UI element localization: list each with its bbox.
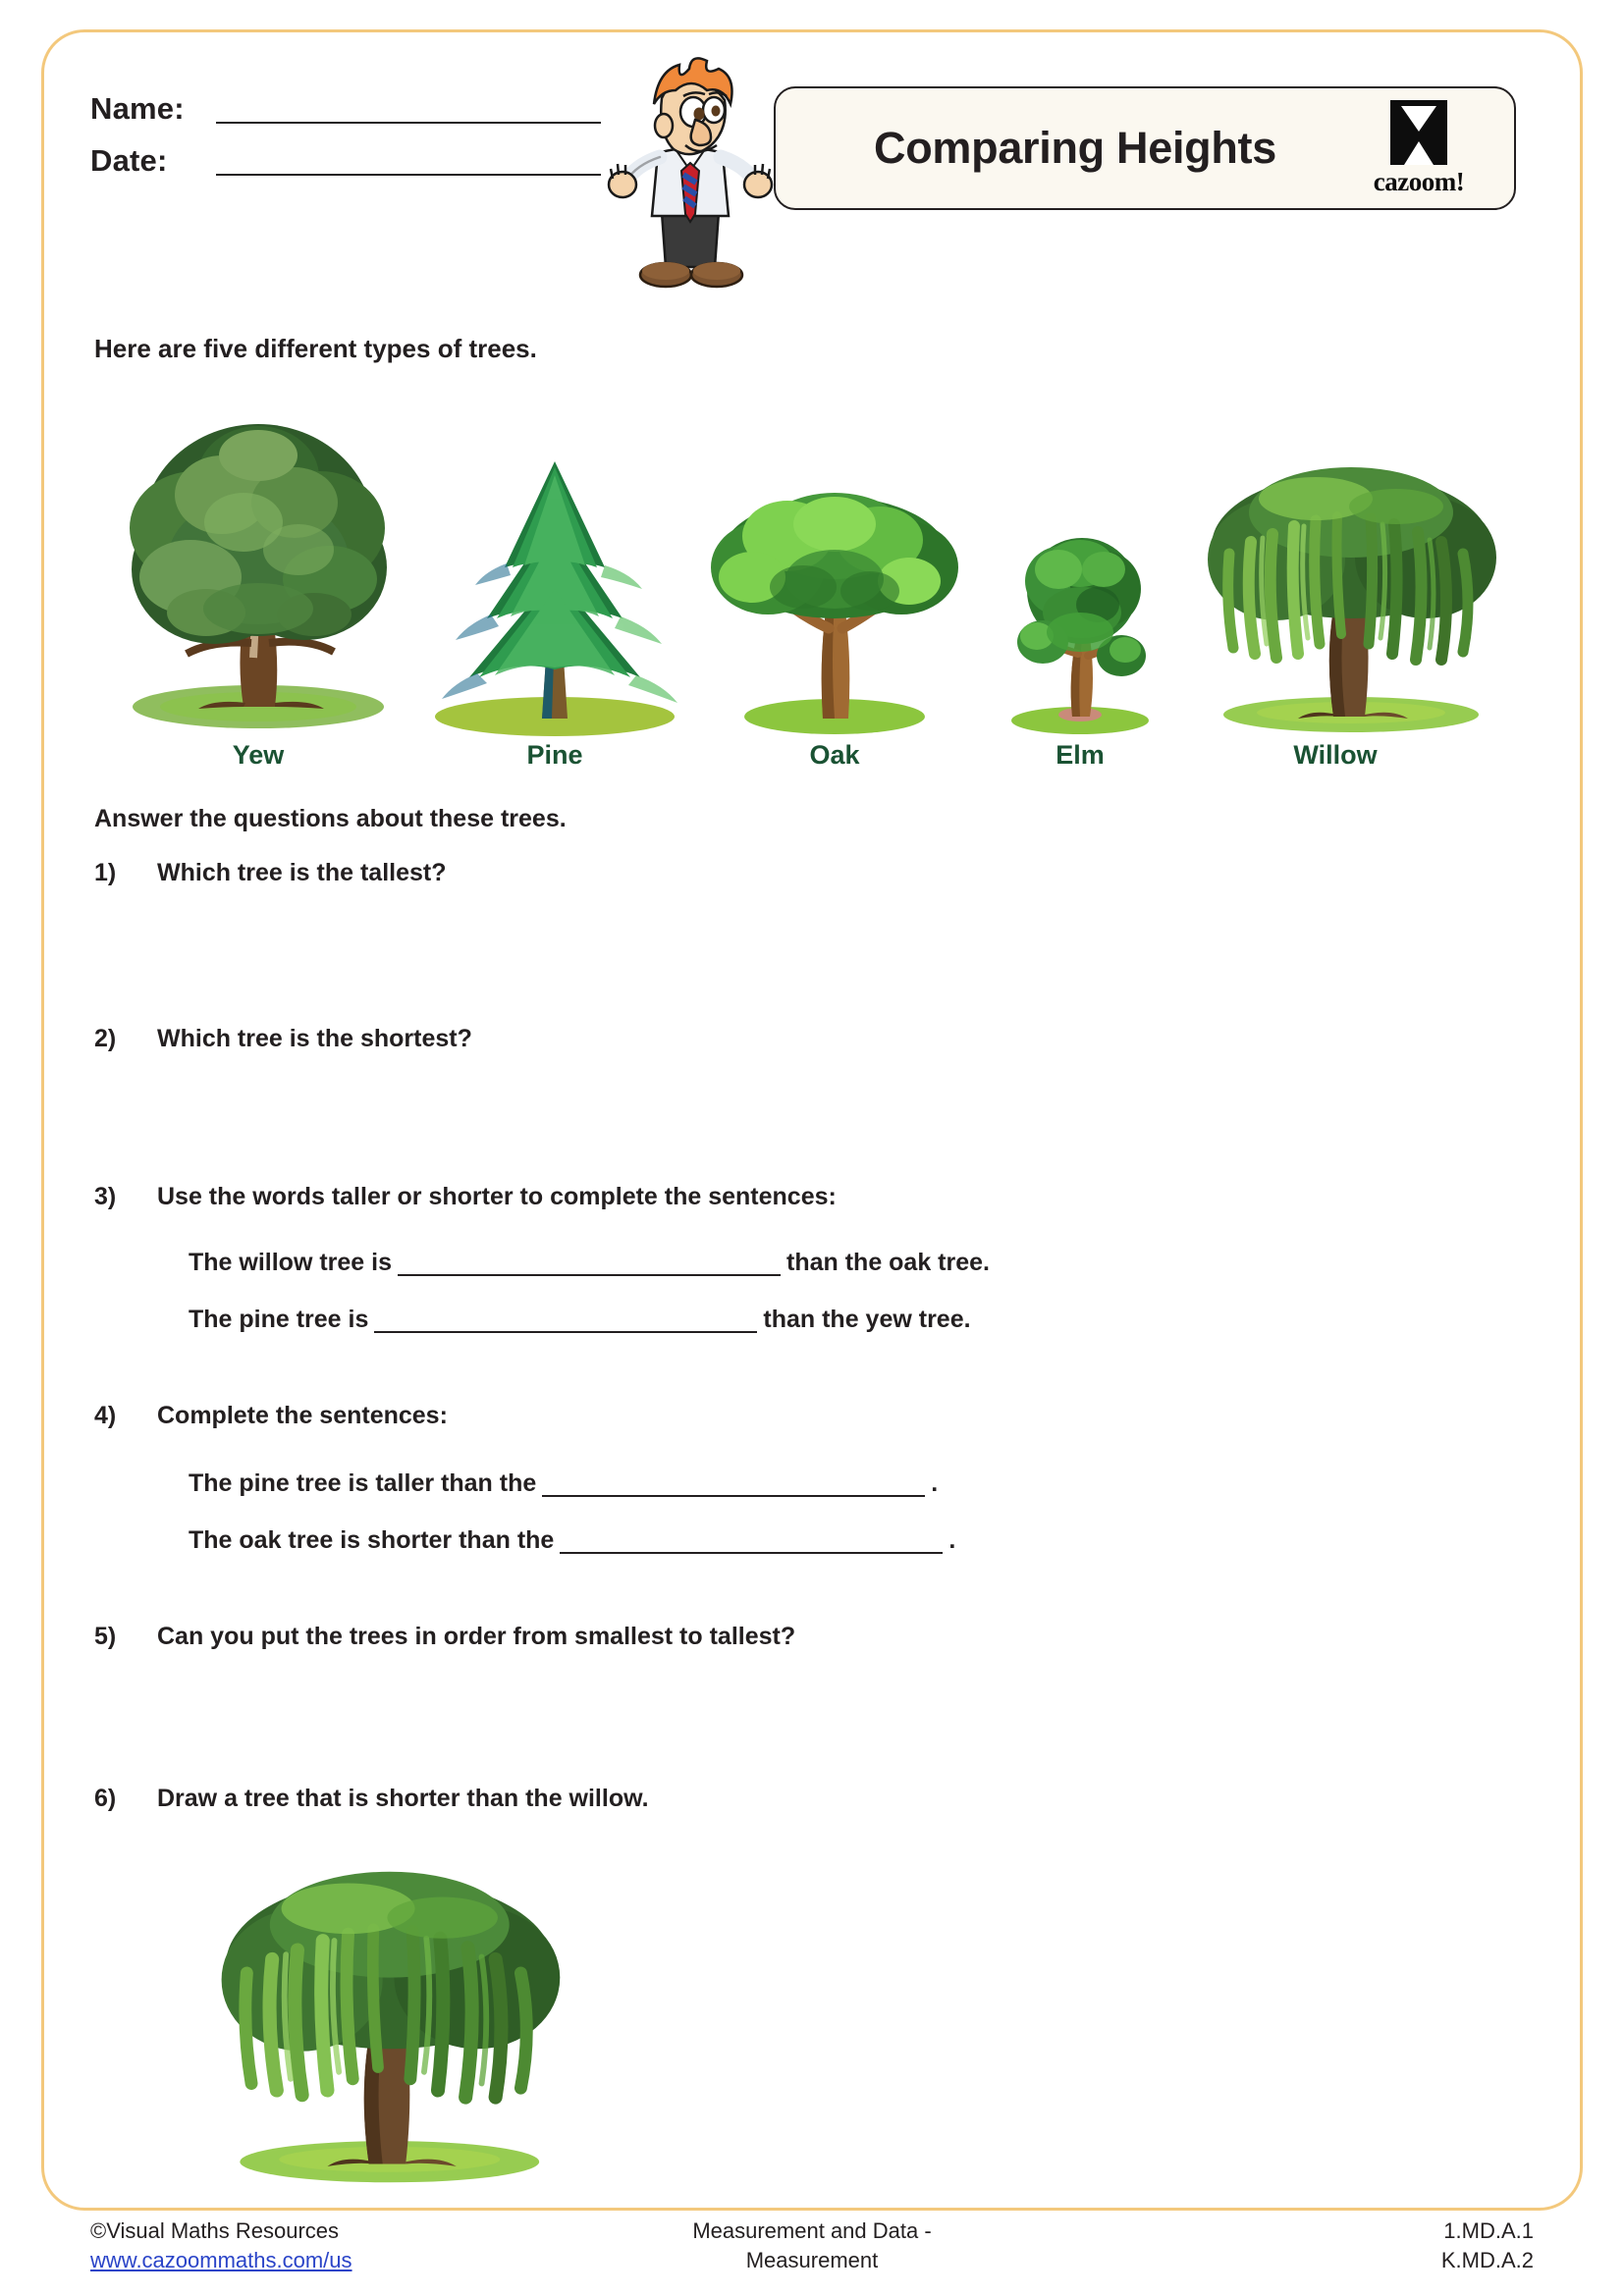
q3-sentence-2 xyxy=(189,1296,971,1334)
q3-answer-blank-2[interactable] xyxy=(374,1302,757,1333)
name-row xyxy=(90,93,601,124)
intro-text: Here are five different types of trees. xyxy=(94,334,537,363)
footer-right xyxy=(1441,2216,1534,2274)
tree-label: Oak xyxy=(809,740,860,770)
q3-sentence-1-after: than the oak tree. xyxy=(786,1249,990,1276)
hourglass-icon xyxy=(1390,100,1447,165)
name-input-line[interactable] xyxy=(216,96,601,124)
tree-label: Pine xyxy=(526,740,583,770)
name-label: Name: xyxy=(90,91,185,126)
q4-sentence-1 xyxy=(189,1460,938,1498)
date-row xyxy=(90,145,601,176)
date-label: Date: xyxy=(90,143,168,178)
question-text-4: Complete the sentences: xyxy=(157,1402,448,1429)
question-number-2: 2) xyxy=(94,1025,117,1052)
pine-tree-image xyxy=(412,442,697,736)
tree-item-elm xyxy=(982,530,1178,771)
q3-sentence-1-before: The willow tree is xyxy=(189,1249,392,1276)
q3-sentence-2-after: than the yew tree. xyxy=(763,1306,971,1333)
topic-line-2: Measurement xyxy=(745,2247,879,2272)
q3-answer-blank-1[interactable] xyxy=(398,1245,781,1276)
topic-line-1: Measurement and Data - xyxy=(692,2218,932,2243)
question-text-3: Use the words taller or shorter to complete the sentences: xyxy=(157,1183,837,1210)
q4-sentence-2-after: . xyxy=(948,1526,956,1554)
name-date-block xyxy=(90,93,601,197)
q4-sentence-2 xyxy=(189,1517,955,1555)
title-plate xyxy=(774,86,1516,210)
question-text-6: Draw a tree that is shorter than the willow. xyxy=(157,1785,649,1812)
question-text-5: Can you put the trees in order from smallest to tallest? xyxy=(157,1623,796,1650)
tree-label: Willow xyxy=(1293,740,1378,770)
q4-sentence-1-before: The pine tree is taller than the xyxy=(189,1469,537,1497)
question-text-2: Which tree is the shortest? xyxy=(157,1025,472,1052)
q3-sentence-2-before: The pine tree is xyxy=(189,1306,369,1333)
q4-sentence-1-after: . xyxy=(931,1469,939,1497)
page-title: Comparing Heights xyxy=(874,123,1276,173)
elm-tree-image xyxy=(982,530,1178,736)
willow-tree-image-answer xyxy=(175,1853,568,2187)
q4-answer-blank-2[interactable] xyxy=(560,1522,943,1554)
question-number-1: 1) xyxy=(94,859,117,886)
tree-item-yew xyxy=(96,412,420,771)
question-number-3: 3) xyxy=(94,1183,117,1210)
question-number-6: 6) xyxy=(94,1785,117,1812)
oak-tree-image xyxy=(697,481,972,736)
q4-sentence-2-before: The oak tree is shorter than the xyxy=(189,1526,555,1554)
tree-gallery xyxy=(79,388,1551,771)
tree-label: Elm xyxy=(1056,740,1105,770)
logo-wordmark: cazoom! xyxy=(1373,166,1465,196)
cartoon-boy-mascot-icon xyxy=(597,47,784,294)
tree-item-pine xyxy=(412,442,697,771)
worksheet-header xyxy=(0,0,1624,294)
footer-center xyxy=(0,2216,1624,2274)
instruction-text: Answer the questions about these trees. xyxy=(94,805,567,832)
question-number-5: 5) xyxy=(94,1623,117,1650)
question-text-1: Which tree is the tallest? xyxy=(157,859,447,886)
website-link[interactable]: www.cazoommaths.com/us xyxy=(90,2247,352,2272)
date-input-line[interactable] xyxy=(216,148,601,176)
standard-code-2: K.MD.A.2 xyxy=(1440,2247,1534,2272)
tree-item-willow xyxy=(1168,452,1502,771)
willow-tree-image xyxy=(1168,452,1502,736)
tree-label: Yew xyxy=(232,740,285,770)
q4-answer-blank-1[interactable] xyxy=(542,1466,925,1497)
question-number-4: 4) xyxy=(94,1402,117,1429)
yew-tree-image xyxy=(96,412,420,736)
q3-sentence-1 xyxy=(189,1239,990,1277)
copyright-text: ©Visual Maths Resources xyxy=(90,2218,340,2243)
standard-code-1: 1.MD.A.1 xyxy=(1443,2218,1534,2243)
tree-item-oak xyxy=(697,481,972,771)
cazoom-logo xyxy=(1345,100,1492,197)
